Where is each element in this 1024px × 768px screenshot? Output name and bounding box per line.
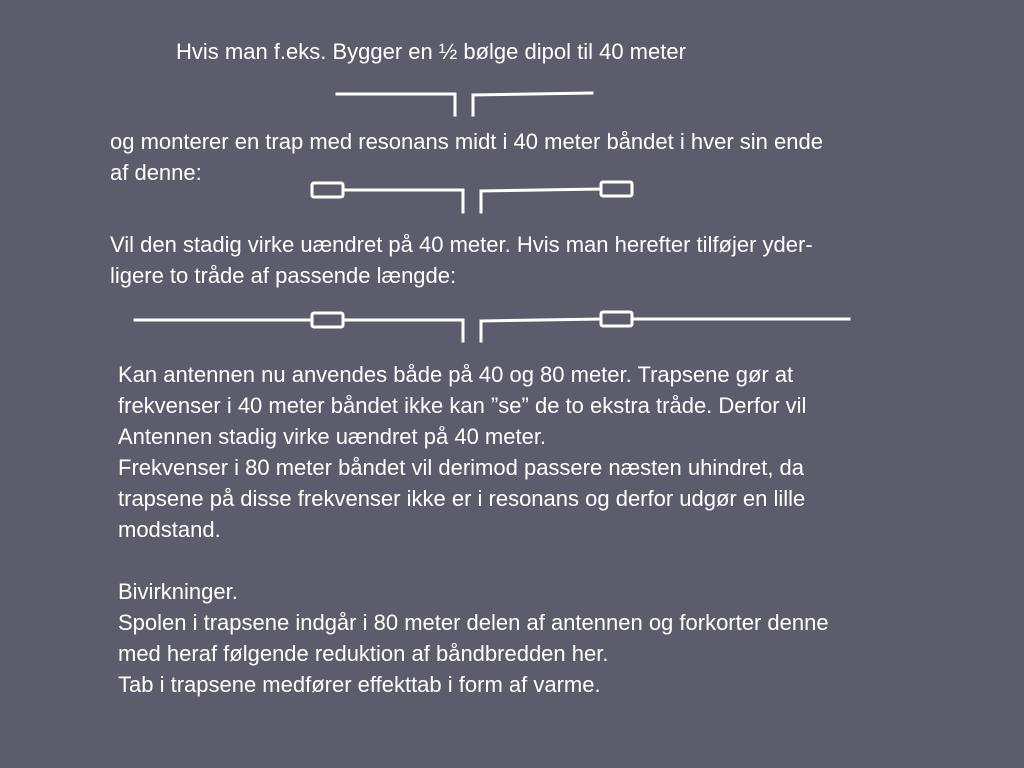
explanation-line: Frekvenser i 80 meter båndet vil derimod passere næsten uhindret, da — [118, 455, 805, 480]
explanation-line: Kan antennen nu anvendes både på 40 og 80 meter. Trapsene gør at — [118, 362, 794, 387]
side-effects-heading: Bivirkninger. — [118, 579, 238, 604]
dipole-right-arm — [481, 319, 601, 321]
explanation-line: modstand. — [118, 517, 221, 542]
extend-text-line-1: Vil den stadig virke uændret på 40 meter. Hvis man herefter tilføjer yder- — [110, 232, 813, 257]
explanation-line: Antennen stadig virke uændret på 40 meter. — [118, 424, 547, 449]
explanation-line: trapsene på disse frekvenser ikke er i resonans og derfor udgør en lille — [118, 486, 806, 511]
explanation-line: frekvenser i 40 meter båndet ikke kan ”se” de to ekstra tråde. Derfor vil — [118, 393, 807, 418]
trap-text-line-2: af denne: — [110, 160, 202, 185]
intro-text: Hvis man f.eks. Bygger en ½ bølge dipol til 40 meter — [176, 39, 686, 64]
explanation-line: Tab i trapsene medfører effekttab i form af varme. — [118, 672, 601, 697]
explanation-text — [118, 359, 829, 700]
extend-text-line-2: ligere to tråde af passende længde: — [110, 263, 457, 288]
trap-left — [312, 313, 343, 327]
trap-text-line-1: og monterer en trap med resonans midt i 40 meter båndet i hver sin ende — [110, 129, 823, 154]
trap-right — [601, 312, 632, 326]
explanation-line: med heraf følgende reduktion af båndbredden her. — [118, 641, 609, 666]
explanation-line: Spolen i trapsene indgår i 80 meter delen af antennen og forkorter denne — [118, 610, 829, 635]
